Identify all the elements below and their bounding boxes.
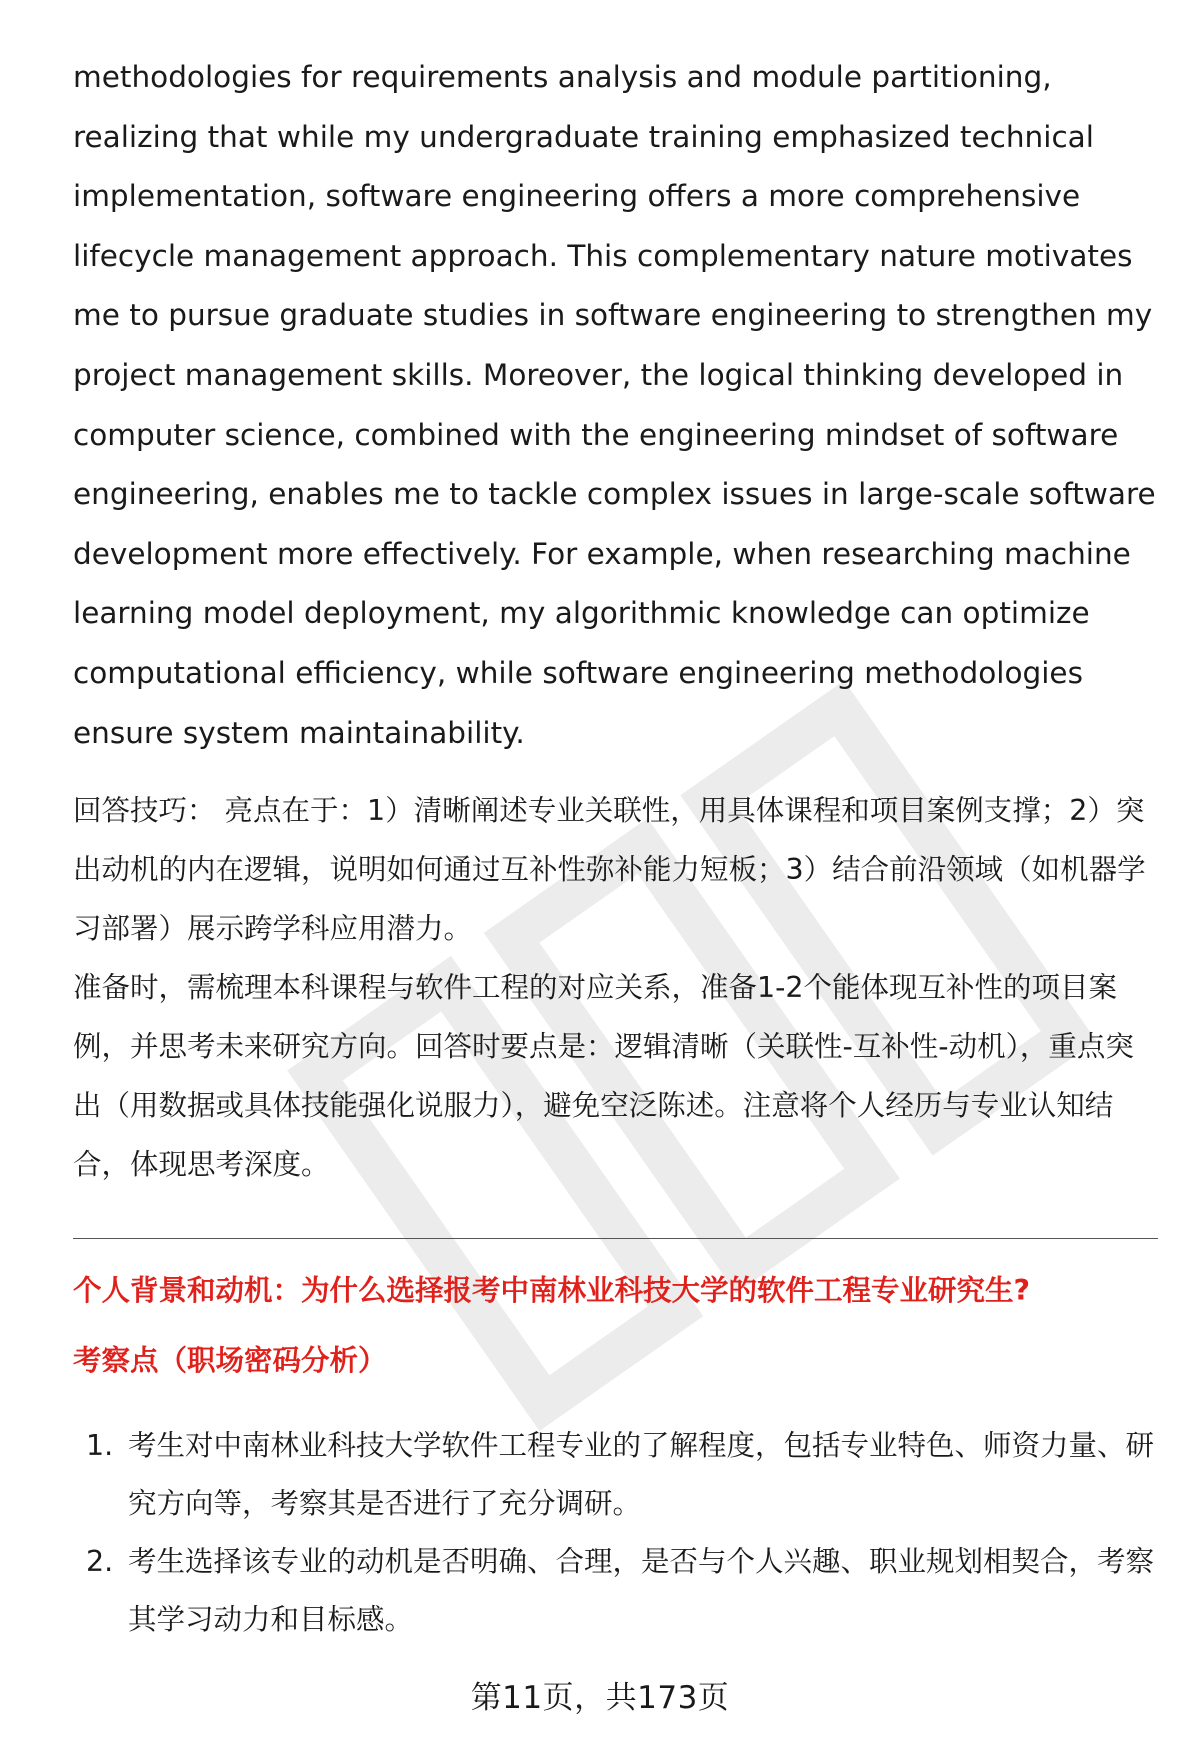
list-item bbox=[73, 1533, 1158, 1649]
list-item-text: 考生选择该专业的动机是否明确、合理，是否与个人兴趣、职业规划相契合，考察其学习动力和目标感。 bbox=[128, 1545, 1155, 1637]
page-content bbox=[73, 48, 1158, 1649]
english-paragraph: methodologies for requirements analysis and module partitioning, realizing that while my undergraduate training emphasized technical implementation, software engineering offers a more comprehensive lifecycle management approach. This complementary nature motivates me to pursue graduate studies in software engineering to strengthen my project management skills. Moreover, the logical thinking developed in computer science, combined with the engineering mindset of software engineering, enables me to tackle complex issues in large-scale software development more effectively. For example, when researching machine learning model deployment, my algorithmic knowledge can optimize computational efficiency, while software engineering methodologies ensure system maintainability. bbox=[73, 60, 1156, 750]
question-subtitle: 考察点（职场密码分析） bbox=[73, 1344, 387, 1378]
list-item bbox=[73, 1417, 1158, 1533]
prep-paragraph: 准备时，需梳理本科课程与软件工程的对应关系，准备1-2个能体现互补性的项目案例，并思考未来研究方向。回答时要点是：逻辑清晰（关联性-互补性-动机），重点突出（用数据或具体技能强化说服力），避免空泛陈述。注意将个人经历与专业认知结合，体现思考深度。 bbox=[73, 971, 1134, 1182]
list-item-number: 2. bbox=[86, 1545, 114, 1579]
tips-section bbox=[73, 781, 1158, 1194]
question-title: 个人背景和动机：为什么选择报考中南林业科技大学的软件工程专业研究生? bbox=[73, 1274, 1031, 1308]
list-item-number: 1. bbox=[86, 1429, 114, 1463]
assessment-points-list bbox=[73, 1417, 1158, 1649]
page-footer: 第11页，共173页 bbox=[470, 1680, 730, 1716]
section-divider bbox=[73, 1238, 1158, 1239]
tips-paragraph: 回答技巧： 亮点在于：1）清晰阐述专业关联性，用具体课程和项目案例支撑；2）突出动机的内在逻辑，说明如何通过互补性弥补能力短板；3）结合前沿领域（如机器学习部署）展示跨学科应用潜力。 bbox=[73, 794, 1146, 946]
list-item-text: 考生对中南林业科技大学软件工程专业的了解程度，包括专业特色、师资力量、研究方向等，考察其是否进行了充分调研。 bbox=[128, 1429, 1155, 1521]
